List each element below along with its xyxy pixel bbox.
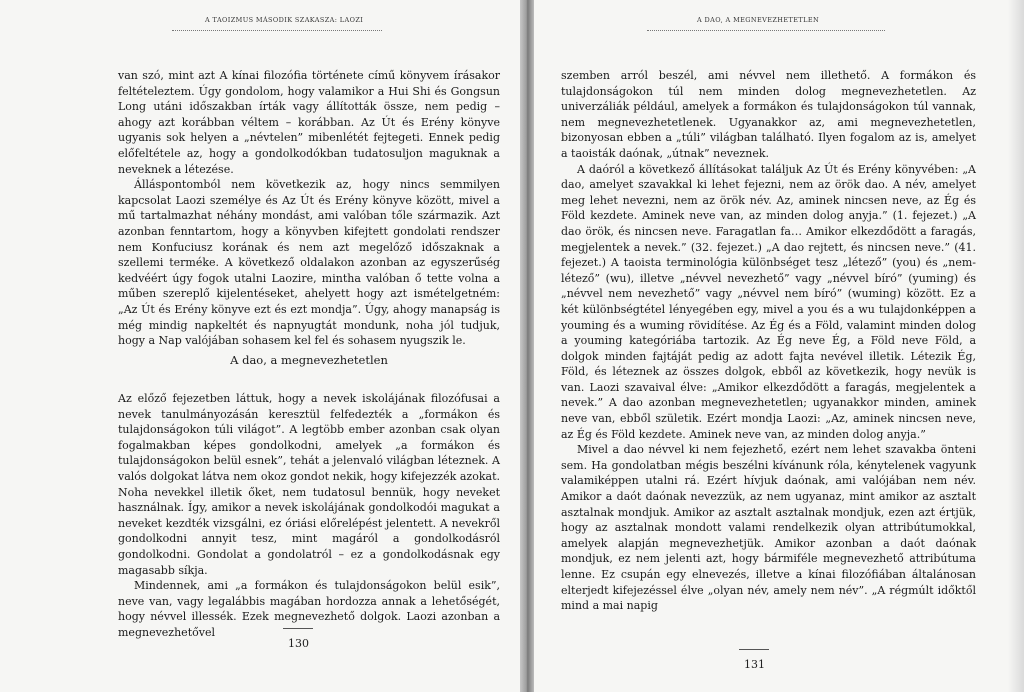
left-page-number: 130 xyxy=(288,637,309,650)
left-running-head: A TAOIZMUS MÁSODIK SZAKASZA: LAOZI xyxy=(205,16,364,24)
right-paragraph-1: szemben arról beszél, ami névvel nem illethető. A formákon és tulajdonságokon túl nem minden dolog megnevezhetetlen. Az univerzáliák például, amelyek a formákon és tulajdonságokon túl vannak, nem megnevezhetetlenek. Ugyanakkor az, ami megnevezhetetlen, bizonyosan ebben a „túli” világban található. Ilyen fogalom az is, amelyet a taoisták daónak, „útnak” neveznek. xyxy=(561,69,976,160)
right-running-head: A DAO, A MEGNEVEZHETETLEN xyxy=(697,16,820,24)
right-page-number: 131 xyxy=(744,658,765,671)
right-head-rule xyxy=(647,30,885,31)
right-page xyxy=(534,0,1008,692)
right-paragraph-3: Mivel a dao névvel ki nem fejezhető, ezért nem lehet szavakba önteni sem. Ha gondolatban mégis beszélni kívánunk róla, kénytelenek vagyunk valamiképpen utalni rá. Ezért hívjuk daónak, ami valójában nem név. Amikor a daót daónak nevezzük, az nem ugyanaz, mint amikor az asztalt asztalnak mondjuk. Amikor az asztalt asztalnak mondjuk, ezen azt értjük, hogy az asztalnak mondott valami rendelkezik olyan attribútumokkal, amelyek alapján megnevezhetjük. Amikor azonban a daót daónak mondjuk, ez nem jelenti azt, hogy bármiféle megnevezhető attribútuma lenne. Ez csupán egy elnevezés, illetve a kínai filozófiában általánosan elterjedt kifejezéssel élve „olyan név, amely nem név”. „A régmúlt időktől mind a mai napig xyxy=(561,443,976,613)
page-edge-shadow xyxy=(1008,0,1024,692)
section-heading: A dao, a megnevezhetetlen xyxy=(230,353,388,367)
left-body-upper xyxy=(118,68,500,349)
left-paragraph-4: Mindennek, ami „a formákon és tulajdonságokon belül esik”, neve van, vagy legalábbis magában hordozza annak a lehetőségét, hogy névvel illessék. Ezek megnevezhető dolgok. Laozi azonban a megnevezhetővel xyxy=(118,579,500,639)
right-page-number-rule xyxy=(739,649,769,650)
left-page-number-rule xyxy=(283,628,313,629)
left-paragraph-1: van szó, mint azt A kínai filozófia története című könyvem írásakor feltételeztem. Úgy gondolom, hogy valamikor a Hui Shi és Gongsun Long utáni időszakban írták vagy állították össze, nem pedig – ahogy azt korábban véltem – korábban. Az Út és Erény könyve ugyanis sok helyen a „névtelen” mibenlétét fejtegeti. Ennek pedig előfeltétele az, hogy a gondolkodókban tudatosuljon maguknak a neveknek a létezése. xyxy=(118,69,500,176)
book-gutter xyxy=(520,0,534,692)
left-paragraph-3: Az előző fejezetben láttuk, hogy a nevek iskolájának filozófusai a nevek tanulmányozásán keresztül felfedezték a „formákon és tulajdonságokon túli világot”. A legtöbb ember azonban csak olyan fogalmakban képes gondolkodni, amelyek „a formákon és tulajdonságokon belül esnek”, tehát a jelenvaló világban léteznek. A valós dolgokat látva nem okoz gondot nekik, hogy kifejezzék azokat. Noha nevekkel illetik őket, nem tudatosul bennük, hogy neveket használnak. Így, amikor a nevek iskolájának gondolkodói magukat a neveket kezdték vizsgálni, ez óriási előrelépést jelentett. A nevekről gondolkodni annyit tesz, mint magáról a gondolkodásról gondolkodni. Gondolat a gondolatról – ez a gondolkodásnak egy magasabb síkja. xyxy=(118,392,500,577)
right-body xyxy=(561,68,976,614)
left-head-rule xyxy=(172,30,382,31)
right-paragraph-2: A daóról a következő állításokat találjuk Az Út és Erény könyvében: „A dao, amelyet szavakkal ki lehet fejezni, nem az örök dao. A név, amelyet meg lehet nevezni, nem az örök név. Az, aminek nincsen neve, az Ég és Föld kezdete. Aminek neve van, az minden dolog anyja.” (1. fejezet.) „A dao örök, és nincsen neve. Faragatlan fa… Amikor elkezdődött a faragás, megjelentek a nevek.” (32. fejezet.) „A dao rejtett, és nincsen neve.” (41. fejezet.) A taoista terminológia különbséget tesz „létező” (you) és „nem-létező” (wu), illetve „névvel nevezhető” vagy „névvel bíró” (yuming) és „névvel nem nevezhető” vagy „névvel nem bíró” (wuming) között. Ez a két különbségtétel lényegében egy, mivel a you és a wu tulajdonképpen a youming és a wuming rövidítése. Az Ég és a Föld, valamint minden dolog a youming kategóriába tartozik. Az Ég neve Ég, a Föld neve Föld, a dolgok minden fajtáját pedig az adott fajta nevével illetik. Létezik Ég, Föld, és léteznek az összes dolgok, ebből az következik, hogy nevük is van. Laozi szavaival élve: „Amikor elkezdődött a faragás, megjelentek a nevek.” A dao azonban megnevezhetetlen; ugyanakkor minden, aminek neve van, ebből születik. Ezért mondja Laozi: „Az, aminek nincsen neve, az Ég és Föld kezdete. Aminek neve van, az minden dolog anyja.” xyxy=(561,162,976,441)
left-paragraph-2: Álláspontomból nem következik az, hogy nincs semmilyen kapcsolat Laozi személye és Az Út és Erény könyve között, mivel a mű tartalmazhat néhány mondást, ami valóban tőle származik. Azt azonban fenntartom, hogy a könyvben kifejtett gondolati rendszer nem Konfuciusz korának és nem azt megelőző időszaknak a szellemi terméke. A következő oldalakon azonban az egyszerűség kedvéért úgy fogok utalni Laozire, mintha valóban ő tette volna a műben szereplő kijelentéseket, ahelyett hogy azt ismételgetném: „Az Út és Erény könyve ezt és ezt mondja”. Úgy, ahogy manapság is még mindig napkeltét és napnyugtát mondunk, noha jól tudjuk, hogy a Nap valójában sohasem kel fel és sohasem nyugszik le. xyxy=(118,178,500,348)
left-body-lower xyxy=(118,391,500,641)
